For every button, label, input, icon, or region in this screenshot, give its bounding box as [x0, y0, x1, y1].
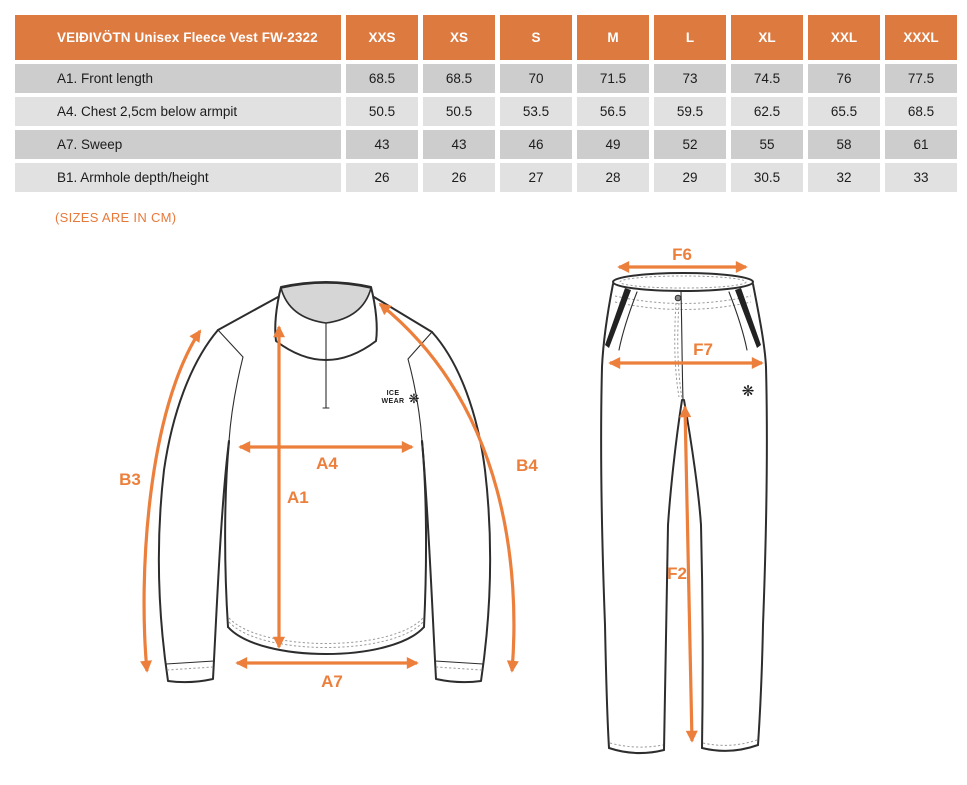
right-leg-hem — [702, 745, 758, 751]
right-sleeve — [422, 332, 490, 682]
value-cell: 71.5 — [577, 64, 649, 93]
value-cell: 70 — [500, 64, 572, 93]
label-f7: F7 — [693, 340, 713, 359]
value-cell: 50.5 — [423, 97, 495, 126]
value-cell: 73 — [654, 64, 726, 93]
value-cell: 56.5 — [577, 97, 649, 126]
waist-opening — [613, 273, 753, 291]
waist-opening-stitching — [620, 276, 746, 288]
value-cell: 30.5 — [731, 163, 803, 192]
label-f2: F2 — [667, 564, 687, 583]
value-cell: 27 — [500, 163, 572, 192]
row-label-chest: A4. Chest 2,5cm below armpit — [15, 97, 341, 126]
left-cuff-stitching — [167, 667, 213, 670]
table-title: VEIÐIVÖTN Unisex Fleece Vest FW-2322 — [15, 15, 341, 60]
left-raglan-seam — [218, 330, 243, 441]
size-table — [15, 15, 957, 192]
value-cell: 49 — [577, 130, 649, 159]
size-col-header-xxs: XXS — [346, 15, 418, 60]
snowflake-icon: ❋ — [741, 382, 755, 400]
fly-stitching — [675, 303, 682, 399]
zipper-line — [323, 323, 329, 408]
label-f6: F6 — [672, 245, 692, 264]
left-cuff-line — [166, 661, 214, 664]
hem-edge — [228, 627, 424, 654]
row-label-sweep: A7. Sweep — [15, 130, 341, 159]
size-col-header-xs: XS — [423, 15, 495, 60]
value-cell: 61 — [885, 130, 957, 159]
value-cell: 46 — [500, 130, 572, 159]
right-shoulder-edge — [374, 297, 432, 332]
value-cell: 26 — [423, 163, 495, 192]
value-cell: 62.5 — [731, 97, 803, 126]
value-cell: 53.5 — [500, 97, 572, 126]
size-col-header-xl: XL — [731, 15, 803, 60]
waistband-stitching — [615, 296, 751, 310]
value-cell: 76 — [808, 64, 880, 93]
arrow-b3 — [144, 331, 200, 671]
hem-stitching — [229, 618, 423, 648]
value-cell: 33 — [885, 163, 957, 192]
snowflake-icon: ❋ — [408, 392, 420, 407]
value-cell: 68.5 — [885, 97, 957, 126]
right-outer-edge — [753, 284, 767, 745]
waist-button — [675, 295, 681, 301]
value-cell: 32 — [808, 163, 880, 192]
size-col-header-m: M — [577, 15, 649, 60]
left-outer-edge — [601, 284, 613, 748]
right-leg-hem-stitching — [703, 740, 757, 745]
label-b4: B4 — [516, 456, 538, 475]
label-b3: B3 — [119, 470, 141, 489]
value-cell: 43 — [346, 130, 418, 159]
right-cuff-line — [435, 661, 483, 664]
size-col-header-l: L — [654, 15, 726, 60]
value-cell: 55 — [731, 130, 803, 159]
value-cell: 59.5 — [654, 97, 726, 126]
right-raglan-seam — [408, 332, 432, 441]
value-cell: 68.5 — [423, 64, 495, 93]
size-col-header-s: S — [500, 15, 572, 60]
arrow-b4 — [380, 304, 514, 671]
left-shoulder-edge — [218, 297, 278, 330]
value-cell: 43 — [423, 130, 495, 159]
value-cell: 52 — [654, 130, 726, 159]
value-cell: 65.5 — [808, 97, 880, 126]
row-label-armhole: B1. Armhole depth/height — [15, 163, 341, 192]
value-cell: 28 — [577, 163, 649, 192]
label-a7: A7 — [321, 672, 343, 691]
label-a4: A4 — [316, 454, 338, 473]
value-cell: 58 — [808, 130, 880, 159]
size-col-header-xxxl: XXXL — [885, 15, 957, 60]
label-a1: A1 — [287, 488, 309, 507]
value-cell: 68.5 — [346, 64, 418, 93]
fleece-top-diagram — [90, 245, 560, 715]
value-cell: 50.5 — [346, 97, 418, 126]
size-col-header-xxl: XXL — [808, 15, 880, 60]
value-cell: 26 — [346, 163, 418, 192]
value-cell: 74.5 — [731, 64, 803, 93]
icewear-logo — [382, 390, 420, 407]
value-cell: 29 — [654, 163, 726, 192]
center-front-seam — [681, 292, 683, 400]
left-leg-hem-stitching — [610, 743, 663, 747]
collar-opening — [281, 283, 371, 323]
value-cell: 77.5 — [885, 64, 957, 93]
left-leg-hem — [609, 748, 664, 753]
logo-text-ice: ICE — [386, 390, 400, 397]
row-label-front-length: A1. Front length — [15, 64, 341, 93]
units-note: (SIZES ARE IN CM) — [55, 210, 177, 225]
right-cuff-stitching — [436, 667, 482, 670]
logo-text-wear: WEAR — [381, 398, 405, 405]
pants-diagram — [585, 245, 785, 770]
left-sleeve — [159, 330, 229, 682]
